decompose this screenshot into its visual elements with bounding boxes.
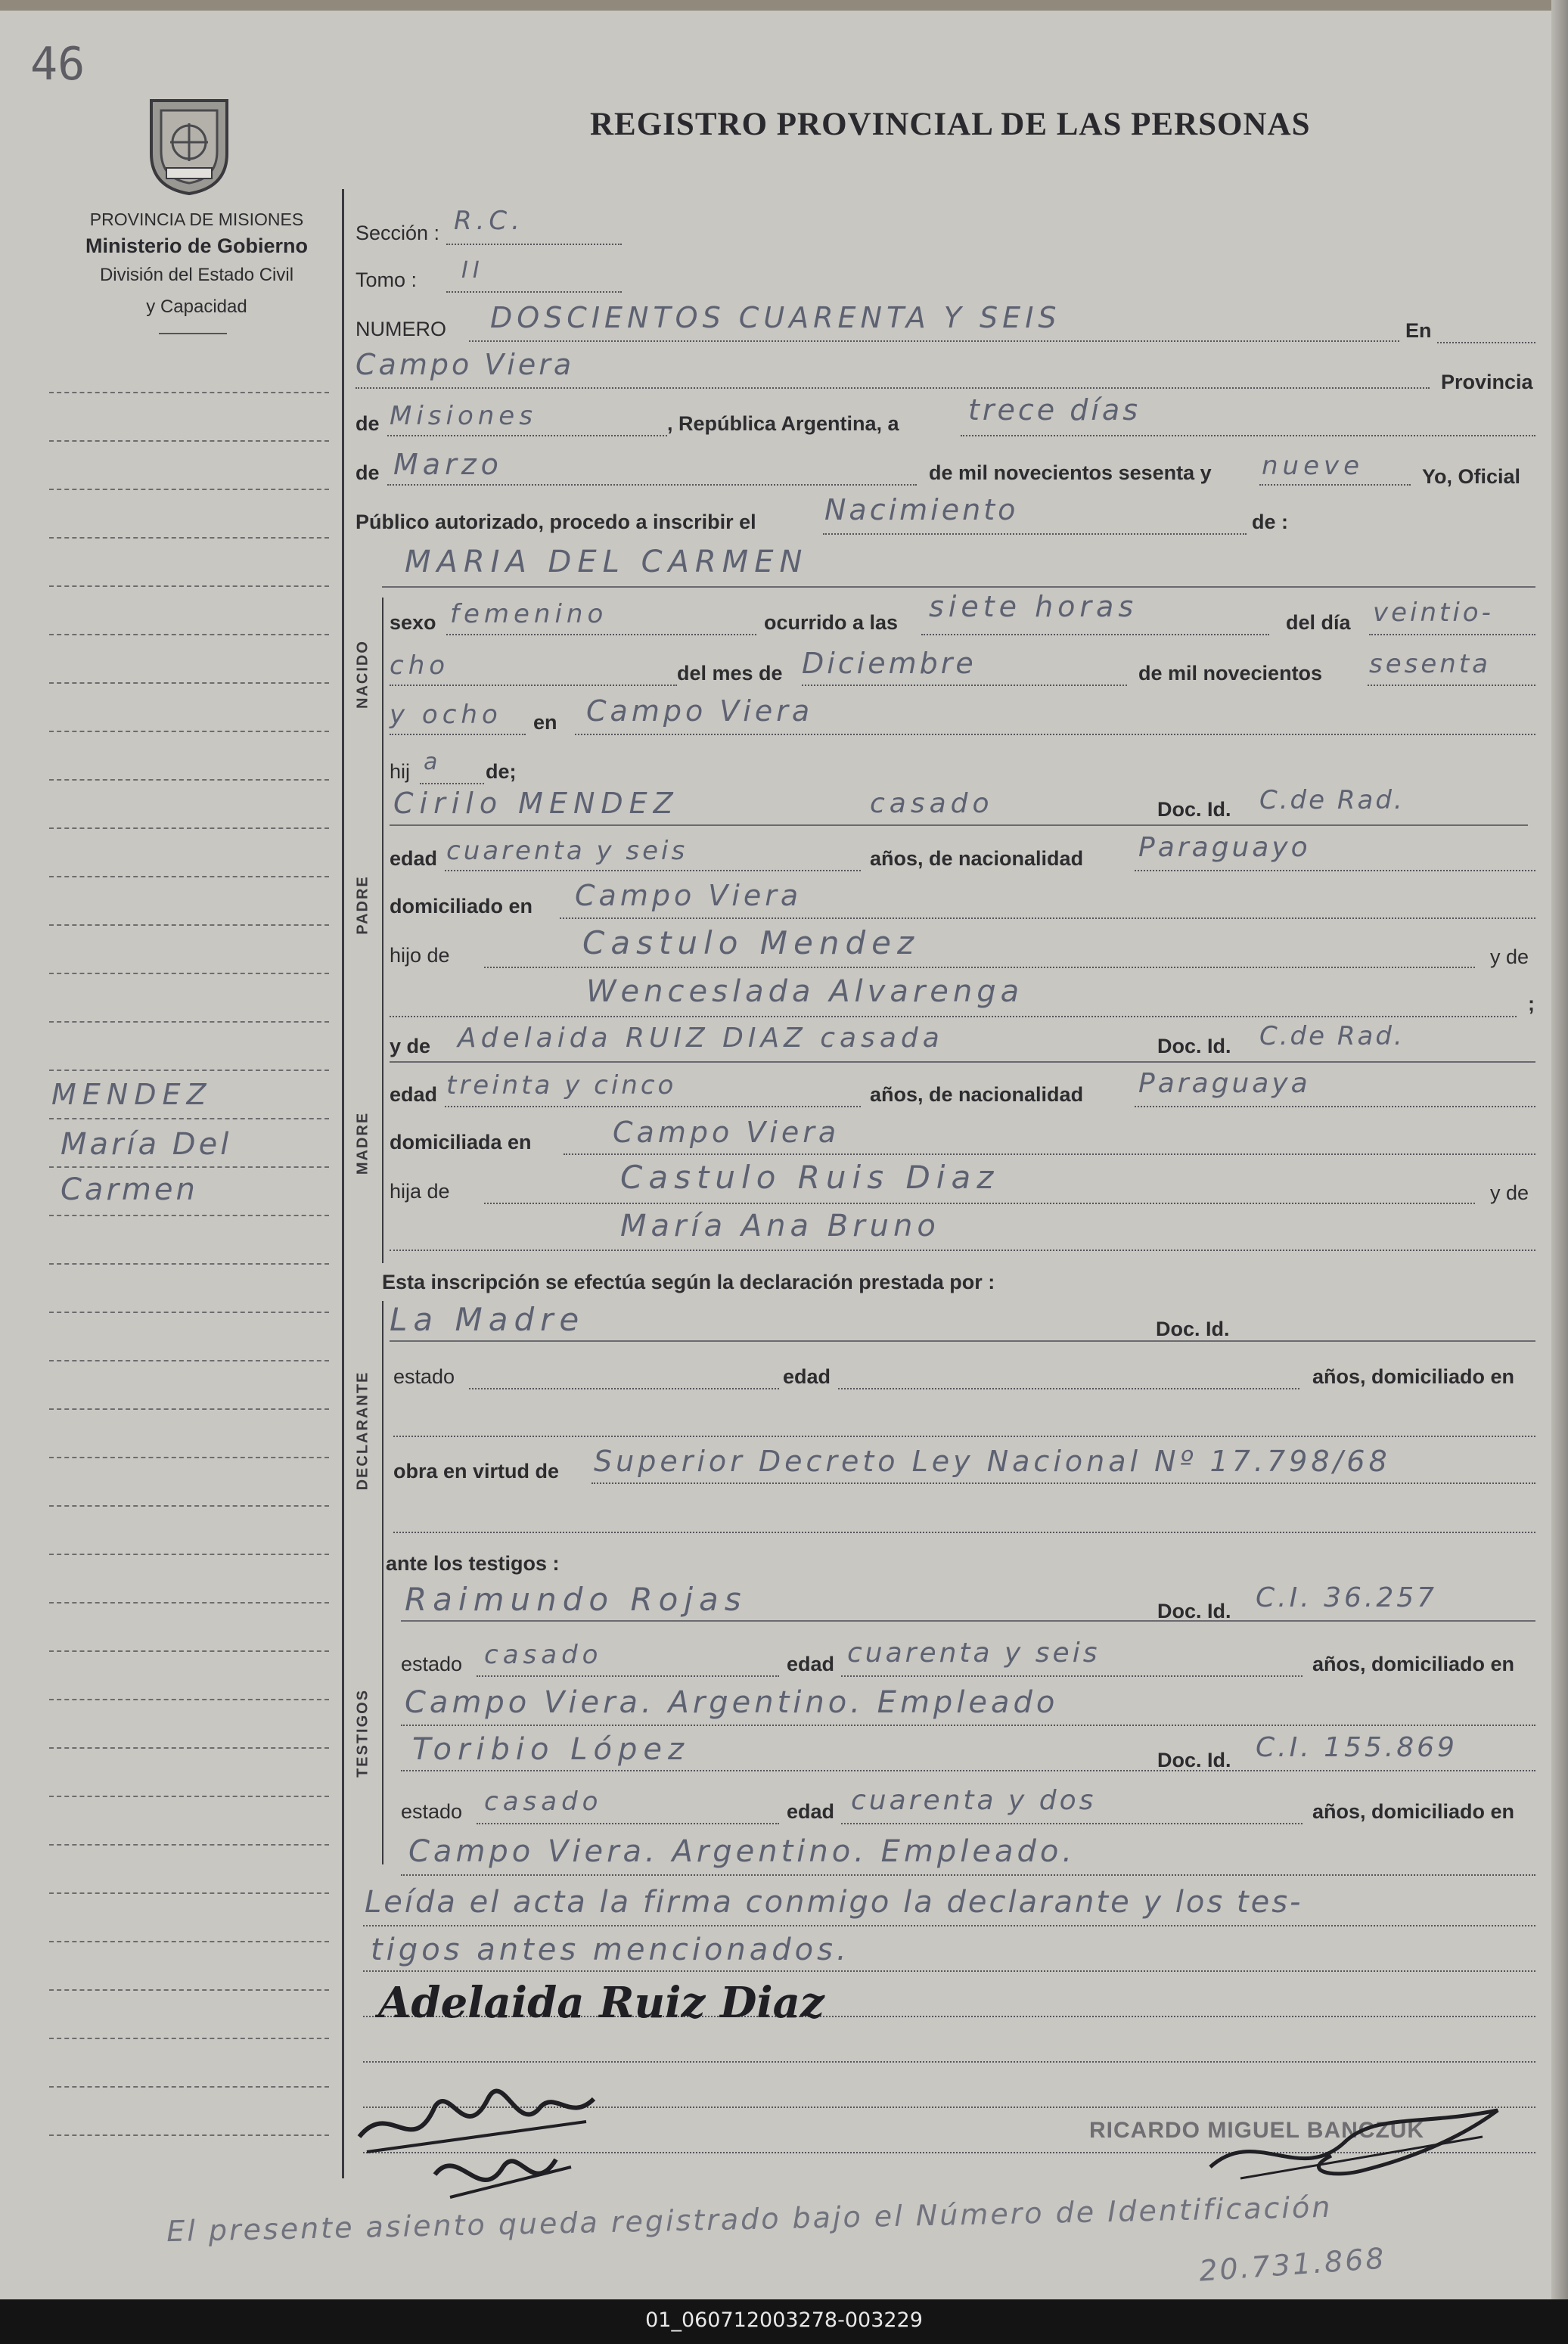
value-sexo: femenino (450, 599, 608, 629)
label-padre-y-de: y de (1490, 945, 1529, 968)
testigos-bracket (382, 1524, 383, 1864)
line-fecha-anio (1259, 484, 1411, 486)
sidebar-province: PROVINCIA DE MISIONES (89, 210, 304, 229)
value-padre-nombre: Cirilo MENDEZ (393, 787, 679, 820)
margin-note-surname: MENDEZ (51, 1078, 213, 1111)
sidebar-ruled-line (49, 1989, 329, 1991)
label-yo-oficial: Yo, Oficial (1422, 465, 1521, 488)
value-provincia-de: Misiones (390, 401, 537, 431)
value-dia-2: cho (390, 650, 450, 681)
value-dia-1: veintio- (1373, 598, 1494, 628)
label-madre-edad: edad (390, 1083, 438, 1106)
line-testigo1-estado (477, 1675, 779, 1677)
line-dia (1369, 634, 1535, 635)
sidebar-division-2: y Capacidad (146, 296, 247, 317)
sidebar-ruled-line (49, 682, 329, 684)
value-obra: Superior Decreto Ley Nacional Nº 17.798/68 (594, 1445, 1391, 1478)
line-fecha-mes (387, 484, 917, 486)
line-madre-edad (445, 1106, 861, 1107)
sidebar-ruled-line (49, 1263, 329, 1265)
sidebar-ruled-line (49, 1215, 329, 1216)
line-padre-dom (560, 917, 1535, 919)
sidebar-ruled-line (49, 1554, 329, 1555)
value-nombre: MARIA DEL CARMEN (405, 545, 809, 579)
line-declarante (390, 1340, 1535, 1342)
line-madre-nac (1135, 1106, 1535, 1107)
value-padre-doc: C.de Rad. (1259, 785, 1405, 815)
sidebar-ruled-line (49, 634, 329, 635)
sidebar-ruled-line (49, 1941, 329, 1942)
value-cierre-1: Leída el acta la firma conmigo la declarante y los tes- (365, 1885, 1303, 1920)
value-nota-pie: El presente asiento queda registrado bajo el Número de Identificación (166, 2190, 1333, 2249)
line-testigo1-nombre (401, 1620, 1535, 1622)
value-nota-numero: 20.731.868 (1197, 2241, 1387, 2288)
line-obra (591, 1482, 1535, 1484)
signature-madre: Adelaida Ruiz Diaz (378, 1978, 824, 2028)
margin-note-name: María Del (61, 1127, 232, 1162)
label-en-lugar: en (533, 711, 557, 734)
label-testigo2-anos: años, domiciliado en (1312, 1800, 1515, 1823)
label-mil-nov: de mil novecientos (1138, 662, 1323, 685)
label-del-mes: del mes de (677, 662, 783, 685)
label-publico: Público autorizado, procedo a inscribir el (356, 511, 756, 533)
label-padre-hijo-de: hijo de (390, 944, 450, 967)
label-de: de (356, 412, 380, 435)
value-fecha-mes: Marzo (393, 448, 503, 481)
sidebar-divider (159, 333, 227, 334)
label-madre-doc: Doc. Id. (1157, 1035, 1231, 1057)
section-label-declarante: DECLARANTE (354, 1371, 371, 1491)
line-provincia-de (387, 435, 667, 436)
page-top-edge (0, 0, 1568, 11)
label-madre-y-de: y de (390, 1035, 431, 1057)
line-sexo (446, 634, 756, 635)
line-tomo (446, 291, 622, 293)
value-fecha-dia: trece días (968, 393, 1141, 427)
line-lugar (356, 387, 1430, 389)
sidebar-ruled-line (49, 585, 329, 587)
sidebar-ruled-line (49, 1457, 329, 1458)
section-label-madre: MADRE (354, 1111, 371, 1175)
document-title: REGISTRO PROVINCIAL DE LAS PERSONAS (590, 107, 1311, 142)
sidebar-ruled-line (49, 1408, 329, 1410)
label-semicolon: ; (1528, 992, 1535, 1015)
sidebar-ruled-line (49, 924, 329, 926)
label-madre-dom: domiciliada en (390, 1131, 532, 1153)
margin-note-name-2: Carmen (61, 1172, 198, 1207)
value-padre-padre: Castulo Mendez (582, 924, 920, 961)
archive-footer (0, 2299, 1568, 2344)
sidebar-ruled-line (49, 1602, 329, 1604)
label-padre-dom: domiciliado en (390, 895, 533, 917)
line-madre-madre (390, 1250, 1535, 1251)
value-lugar: Campo Viera (356, 348, 575, 381)
label-ocurrido: ocurrido a las (764, 611, 899, 634)
sidebar-ruled-line (49, 1844, 329, 1846)
label-padre-doc: Doc. Id. (1157, 798, 1231, 821)
label-madre-hija-de: hija de (390, 1180, 450, 1203)
label-de-semi: de; (486, 760, 517, 783)
label-testigos: ante los testigos : (386, 1552, 560, 1575)
label-declaracion: Esta inscripción se efectúa según la declaración prestada por : (382, 1271, 995, 1293)
label-en: En (1405, 319, 1432, 342)
value-madre-doc: C.de Rad. (1259, 1021, 1405, 1051)
line-seccion (446, 244, 622, 245)
line-testigo2-nombre (401, 1770, 1535, 1771)
line-testigo2-estado (477, 1823, 779, 1824)
line-padre-edad (445, 870, 861, 871)
signature-witnesses (344, 2054, 616, 2220)
value-padre-madre: Wenceslada Alvarenga (586, 974, 1024, 1009)
line-madre-dom (564, 1153, 1535, 1155)
label-mil-nov-sesenta: de mil novecientos sesenta y (929, 461, 1212, 484)
label-tomo: Tomo : (356, 269, 418, 291)
value-testigo1-edad: cuarenta y seis (847, 1638, 1101, 1669)
sidebar-ruled-line (49, 1505, 329, 1507)
sidebar-ruled-line (49, 1747, 329, 1749)
sidebar-ruled-line (49, 827, 329, 829)
sidebar-ruled-line (49, 2086, 329, 2088)
value-hij-letter: a (424, 749, 442, 775)
value-madre-nombre: Adelaida RUIZ DIAZ casada (458, 1023, 944, 1054)
label-testigo2-edad: edad (787, 1800, 835, 1823)
label-sexo: sexo (390, 611, 436, 634)
line-anio (1368, 685, 1535, 686)
sidebar-ruled-line (49, 1312, 329, 1313)
sidebar-ruled-line (49, 2038, 329, 2039)
sidebar-ruled-line (49, 1118, 329, 1119)
value-testigo1-nombre: Raimundo Rojas (405, 1581, 747, 1618)
sidebar-ruled-line (49, 440, 329, 442)
sidebar-division: División del Estado Civil (99, 265, 294, 285)
provincial-seal (140, 89, 238, 195)
value-testigo2-doc: C.I. 155.869 (1256, 1732, 1458, 1763)
section-label-testigos: TESTIGOS (354, 1688, 371, 1778)
label-testigo2-doc: Doc. Id. (1157, 1749, 1231, 1771)
label-madre-y-de: y de (1490, 1181, 1529, 1204)
line-declarante-edad (838, 1388, 1299, 1389)
value-madre-madre: María Ana Bruno (620, 1209, 940, 1243)
value-padre-dom: Campo Viera (575, 879, 803, 912)
line-acto (823, 533, 1247, 535)
line-testigo2-dom (401, 1874, 1535, 1876)
value-padre-edad: cuarenta y seis (446, 836, 688, 866)
label-declarante-estado: estado (393, 1365, 455, 1388)
label-testigo1-doc: Doc. Id. (1157, 1600, 1231, 1622)
sidebar-ruled-line (49, 1699, 329, 1700)
label-padre-nac: años, de nacionalidad (870, 847, 1084, 870)
value-testigo2-estado: casado (484, 1787, 603, 1817)
line-lugar-nac (575, 734, 1535, 735)
main-column-border (342, 189, 344, 2178)
line-declarante-estado (469, 1388, 779, 1389)
sidebar-ruled-line (49, 1796, 329, 1797)
sidebar-ruled-line (49, 392, 329, 393)
sidebar-ministry: Ministerio de Gobierno (85, 234, 309, 257)
label-republica: , República Argentina, a (667, 412, 899, 435)
signature-official (1195, 2095, 1528, 2193)
value-testigo1-dom: Campo Viera. Argentino. Empleado (405, 1685, 1059, 1720)
label-testigo2-estado: estado (401, 1800, 463, 1823)
value-madre-dom: Campo Viera (613, 1116, 840, 1149)
value-padre-nac: Paraguayo (1138, 832, 1311, 863)
declarante-bracket (382, 1301, 383, 1535)
value-madre-padre: Castulo Ruis Diaz (620, 1159, 1000, 1196)
archive-id: 01_060712003278-003229 (645, 2308, 923, 2332)
official-stamp: RICARDO MIGUEL BANCZUK (1089, 2118, 1425, 2143)
value-acto: Nacimiento (824, 493, 1019, 526)
value-numero: DOSCIENTOS CUARENTA Y SEIS (490, 301, 1061, 334)
page-right-edge (1551, 0, 1568, 2299)
line-padre-madre (390, 1016, 1517, 1017)
line-testigo1-dom (401, 1725, 1535, 1726)
value-mes: Diciembre (802, 647, 977, 680)
line-padre-nac (1135, 870, 1535, 871)
label-testigo1-estado: estado (401, 1653, 463, 1675)
value-tomo: II (461, 257, 484, 284)
line-numero (469, 340, 1399, 342)
value-madre-edad: treinta y cinco (446, 1070, 677, 1101)
value-testigo2-edad: cuarenta y dos (851, 1785, 1097, 1816)
sidebar-ruled-line (49, 1892, 329, 1894)
sidebar-ruled-line (49, 731, 329, 732)
line-en (1437, 342, 1535, 343)
line-testigo2-edad (841, 1823, 1303, 1824)
line-nombre (382, 586, 1535, 588)
label-seccion: Sección : (356, 222, 440, 244)
label-de-mes: de (356, 461, 380, 484)
value-anio-2: y ocho (390, 700, 502, 730)
value-hora: siete horas (929, 590, 1138, 623)
line-madre-nombre (390, 1061, 1535, 1063)
value-fecha-anio: nueve (1262, 451, 1365, 481)
value-anio-1: sesenta (1369, 649, 1491, 679)
label-del-dia: del día (1286, 611, 1351, 634)
madre-bracket (382, 1036, 383, 1263)
label-numero: NUMERO (356, 318, 446, 340)
sidebar-ruled-line (49, 779, 329, 781)
line-hora (921, 634, 1269, 635)
value-cierre-2: tigos antes mencionados. (371, 1933, 850, 1967)
line-obra-2 (393, 1532, 1535, 1533)
sidebar-ruled-line (49, 2134, 329, 2136)
label-testigo1-anos: años, domiciliado en (1312, 1653, 1515, 1675)
line-padre-nombre (390, 824, 1528, 826)
sidebar-ruled-line (49, 1166, 329, 1168)
label-declarante-edad: edad (783, 1365, 831, 1388)
label-provincia: Provincia (1441, 371, 1533, 393)
sidebar-ruled-line (49, 537, 329, 539)
page-number: 46 (30, 38, 85, 91)
value-padre-estado: casado (870, 788, 994, 819)
line-anio-2 (390, 734, 526, 735)
line-cierre-1 (363, 1925, 1535, 1926)
label-madre-nac: años, de nacionalidad (870, 1083, 1084, 1106)
sidebar-ruled-line (49, 876, 329, 877)
value-lugar-nac: Campo Viera (586, 694, 814, 728)
value-seccion: R.C. (454, 206, 524, 236)
line-cierre-2 (363, 1970, 1535, 1972)
line-dia-2 (390, 685, 677, 686)
section-label-padre: PADRE (354, 875, 371, 935)
label-padre-edad: edad (390, 847, 438, 870)
sidebar-ruled-line (49, 973, 329, 974)
padre-bracket (382, 802, 383, 1040)
value-testigo1-estado: casado (484, 1640, 603, 1670)
line-testigo1-edad (841, 1675, 1303, 1677)
label-declarante-anos: años, domiciliado en (1312, 1365, 1515, 1388)
sidebar-ruled-line (49, 1650, 329, 1652)
sidebar-ruled-line (49, 489, 329, 490)
line-declarante-dom (393, 1436, 1535, 1437)
nacido-bracket (382, 598, 383, 802)
line-padre-padre (484, 967, 1475, 968)
line-fecha-dia (961, 435, 1535, 436)
label-de-colon: de : (1252, 511, 1289, 533)
value-madre-nac: Paraguaya (1138, 1068, 1311, 1099)
section-label-nacido: NACIDO (354, 640, 371, 709)
value-testigo2-nombre: Toribio López (412, 1732, 690, 1767)
line-madre-padre (484, 1203, 1475, 1204)
label-obra: obra en virtud de (393, 1460, 560, 1482)
line-hij (420, 783, 484, 784)
sidebar-ruled-line (49, 1360, 329, 1361)
sidebar-ruled-line (49, 1070, 329, 1071)
line-mes (802, 685, 1127, 686)
value-declarante: La Madre (390, 1301, 585, 1338)
value-testigo1-doc: C.I. 36.257 (1256, 1582, 1438, 1613)
value-testigo2-dom: Campo Viera. Argentino. Empleado. (408, 1834, 1076, 1869)
label-testigo1-edad: edad (787, 1653, 835, 1675)
label-declarante-doc: Doc. Id. (1156, 1318, 1230, 1340)
sidebar-ruled-line (49, 1021, 329, 1023)
label-hij: hij (390, 760, 411, 783)
